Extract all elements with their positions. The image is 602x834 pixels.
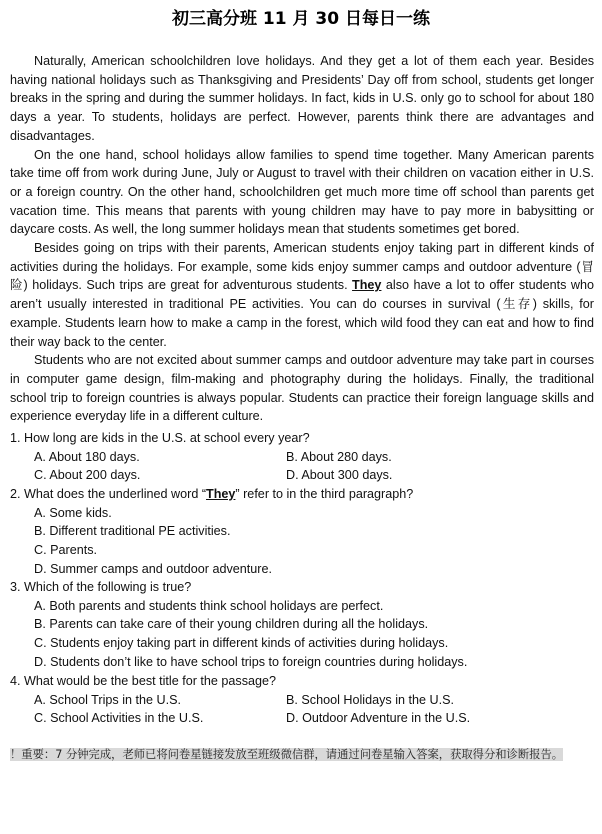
question-2-stem [10,485,594,504]
important-notice [10,745,596,764]
paragraph-3 [10,239,594,351]
question-1-option-b[interactable]: B. About 280 days. [286,449,392,464]
paragraph-1: Naturally, American schoolchildren love holidays. And they get a lot of them each year. Besides having national holidays such as Thanksgiving and Presidents’ Day off from school, students get longer breaks in the spring and during the summer holidays. In fact, kids in U.S. only go to school for about 180 days a year. To students, holidays are perfect. However, parents think there are advantages and disadvantages. [10,54,594,143]
question-1-option-d[interactable]: D. About 300 days. [286,468,393,483]
question-1-option-c[interactable]: C. About 200 days. [34,468,141,483]
question-3-option-d[interactable]: D. Students don’t like to have school trips to foreign countries during holidays. [34,654,468,669]
question-2-option-a[interactable]: A. Some kids. [34,505,112,520]
question-1-stem: 1. How long are kids in the U.S. at school every year? [10,431,310,445]
question-4-option-c[interactable]: C. School Activities in the U.S. [34,711,204,726]
question-4-option-b[interactable]: B. School Holidays in the U.S. [286,692,454,707]
question-3-stem: 3. Which of the following is true? [10,580,192,594]
paragraph-4: Students who are not excited about summer camps and outdoor adventure may take part in courses in computer game design, film-making and photography during the holidays. Finally, the traditional school trip to foreign countries is always popular. Students can practice their foreign language skills and experience everyday life in a different culture. [10,353,594,424]
question-4 [10,672,594,728]
page-title: 初三高分班 11 月 30 日每日一练 [172,9,430,29]
question-4-stem: 4. What would be the best title for the passage? [10,674,277,688]
underlined-word: They [352,278,382,293]
paragraph-2: On the one hand, school holidays allow families to spend time together. Many American parents take time off from work during June, July or August to travel with their children on vacation either in U.S. or a foreign country. On the other hand, schoolchildren get much more time off school than parents get vacation time. This means that parents with young children may have to pay more in babysitting or daycare costs. As well, the long summer holidays mean that students sometimes get bored. [10,147,594,237]
question-2-option-c[interactable]: C. Parents. [34,543,97,558]
question-4-option-d[interactable]: D. Outdoor Adventure in the U.S. [286,711,471,726]
paragraph-3-part-a: Besides going on trips with their parents, American students enjoy taking part in different kinds of activities during the holidays. For example, some kids enjoy summer camps and outdoor adventure (冒险) holidays. Such trips are great for adventurous students. [10,241,594,293]
reading-passage [10,52,594,426]
question-2-option-d[interactable]: D. Summer camps and outdoor adventure. [34,561,273,576]
question-4-option-a[interactable]: A. School Trips in the U.S. [34,692,181,707]
question-2-stem-part-b: ” refer to in the third paragraph? [235,487,414,501]
question-2-underlined-word: They [206,487,236,501]
question-2 [10,485,594,579]
question-3-option-a[interactable]: A. Both parents and students think school holidays are perfect. [34,598,384,613]
question-1-option-a[interactable]: A. About 180 days. [34,449,140,464]
paragraph-3-part-b: also have a lot to offer students who aren’t usually interested in traditional PE activities. You can do courses in survival (生存) skills, for example. Students learn how to make a camp in the forest, which wild food they can eat and how to find their way back to the center. [10,278,594,349]
question-3-option-c[interactable]: C. Students enjoy taking part in different kinds of activities during holidays. [34,636,449,651]
question-3 [10,578,594,672]
notice-text: ！重要：7 分钟完成，老师已将问卷星链接发放至班级微信群，请通过问卷星输入答案，获取得分和诊断报告。 [10,748,564,761]
question-2-stem-part-a: 2. What does the underlined word “ [10,487,207,501]
question-3-option-b[interactable]: B. Parents can take care of their young children during all the holidays. [34,617,429,632]
question-1 [10,429,594,485]
question-2-option-b[interactable]: B. Different traditional PE activities. [34,524,231,539]
